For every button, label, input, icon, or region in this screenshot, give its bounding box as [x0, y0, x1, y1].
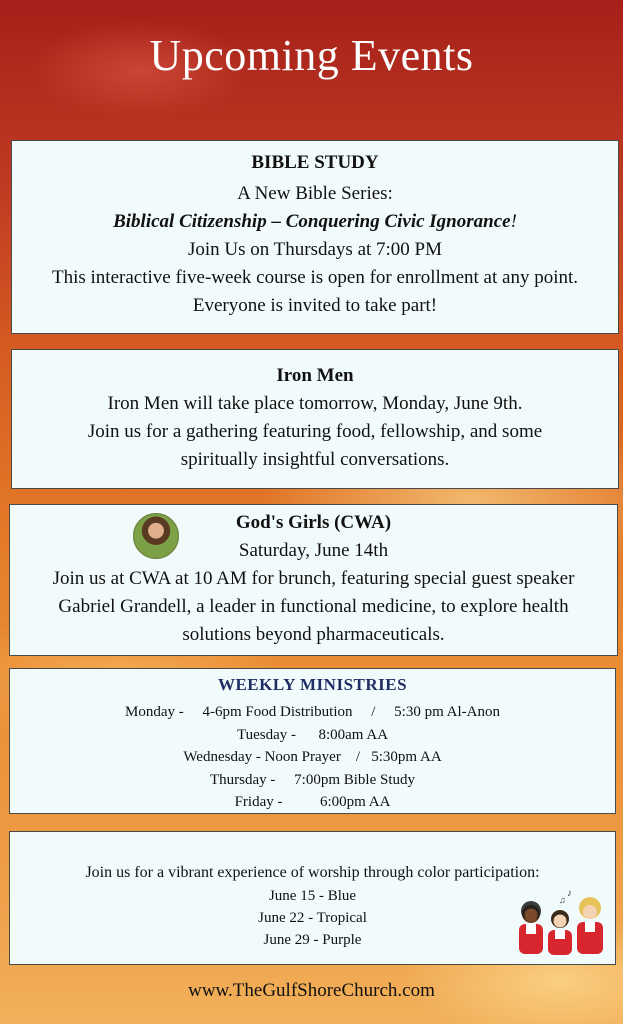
gods-girls-date: Saturday, June 14th	[238, 540, 389, 561]
bible-study-heading: BIBLE STUDY	[251, 152, 379, 173]
page-title: Upcoming Events	[149, 31, 474, 80]
gods-girls-line: solutions beyond pharmaceuticals.	[182, 624, 445, 645]
color-worship-date: June 29 - Purple	[263, 932, 362, 948]
gods-girls-line: Join us at CWA at 10 AM for brunch, featuring special guest speaker	[52, 568, 575, 589]
svg-text:♪: ♪	[567, 888, 572, 899]
bible-study-panel	[11, 140, 619, 334]
bible-study-schedule: Join Us on Thursdays at 7:00 PM	[187, 239, 443, 260]
color-worship-intro: Join us for a vibrant experience of worship through color participation:	[85, 864, 540, 881]
bible-study-series-prefix: A New Bible Series:	[237, 183, 393, 204]
bible-study-invite: Everyone is invited to take part!	[192, 295, 438, 316]
iron-men-panel	[11, 349, 619, 489]
color-worship-panel	[9, 831, 616, 965]
color-worship-date: June 22 - Tropical	[258, 910, 367, 926]
iron-men-heading: Iron Men	[276, 365, 354, 386]
iron-men-line: Iron Men will take place tomorrow, Monday, June 9th.	[107, 393, 523, 414]
iron-men-line: spiritually insightful conversations.	[180, 449, 450, 470]
weekly-ministries-panel	[9, 668, 616, 814]
gods-girls-line: Gabriel Grandell, a leader in functional medicine, to explore health	[58, 596, 569, 617]
bible-study-series-title: Biblical Citizenship – Conquering Civic Ignorance!	[113, 211, 517, 232]
weekly-item: Monday - 4-6pm Food Distribution / 5:30 pm Al-Anon	[125, 704, 500, 720]
svg-text:♫: ♫	[559, 895, 566, 905]
speaker-avatar	[133, 513, 179, 559]
weekly-item: Thursday - 7:00pm Bible Study	[210, 771, 415, 788]
weekly-item: Wednesday - Noon Prayer / 5:30pm AA	[183, 749, 442, 765]
bible-study-description: This interactive five-week course is open for enrollment at any point.	[51, 267, 579, 288]
weekly-item: Tuesday - 8:00am AA	[236, 726, 389, 743]
gods-girls-heading: God's Girls (CWA)	[235, 512, 392, 533]
choir-singers-icon	[515, 886, 607, 956]
weekly-ministries-heading: WEEKLY MINISTRIES	[217, 675, 408, 694]
weekly-item: Friday - 6:00pm AA	[234, 794, 391, 810]
color-worship-date: June 15 - Blue	[268, 888, 357, 904]
website-link[interactable]: www.TheGulfShoreChurch.com	[188, 980, 435, 1001]
iron-men-line: Join us for a gathering featuring food, fellowship, and some	[87, 421, 543, 442]
gods-girls-panel	[9, 504, 618, 656]
